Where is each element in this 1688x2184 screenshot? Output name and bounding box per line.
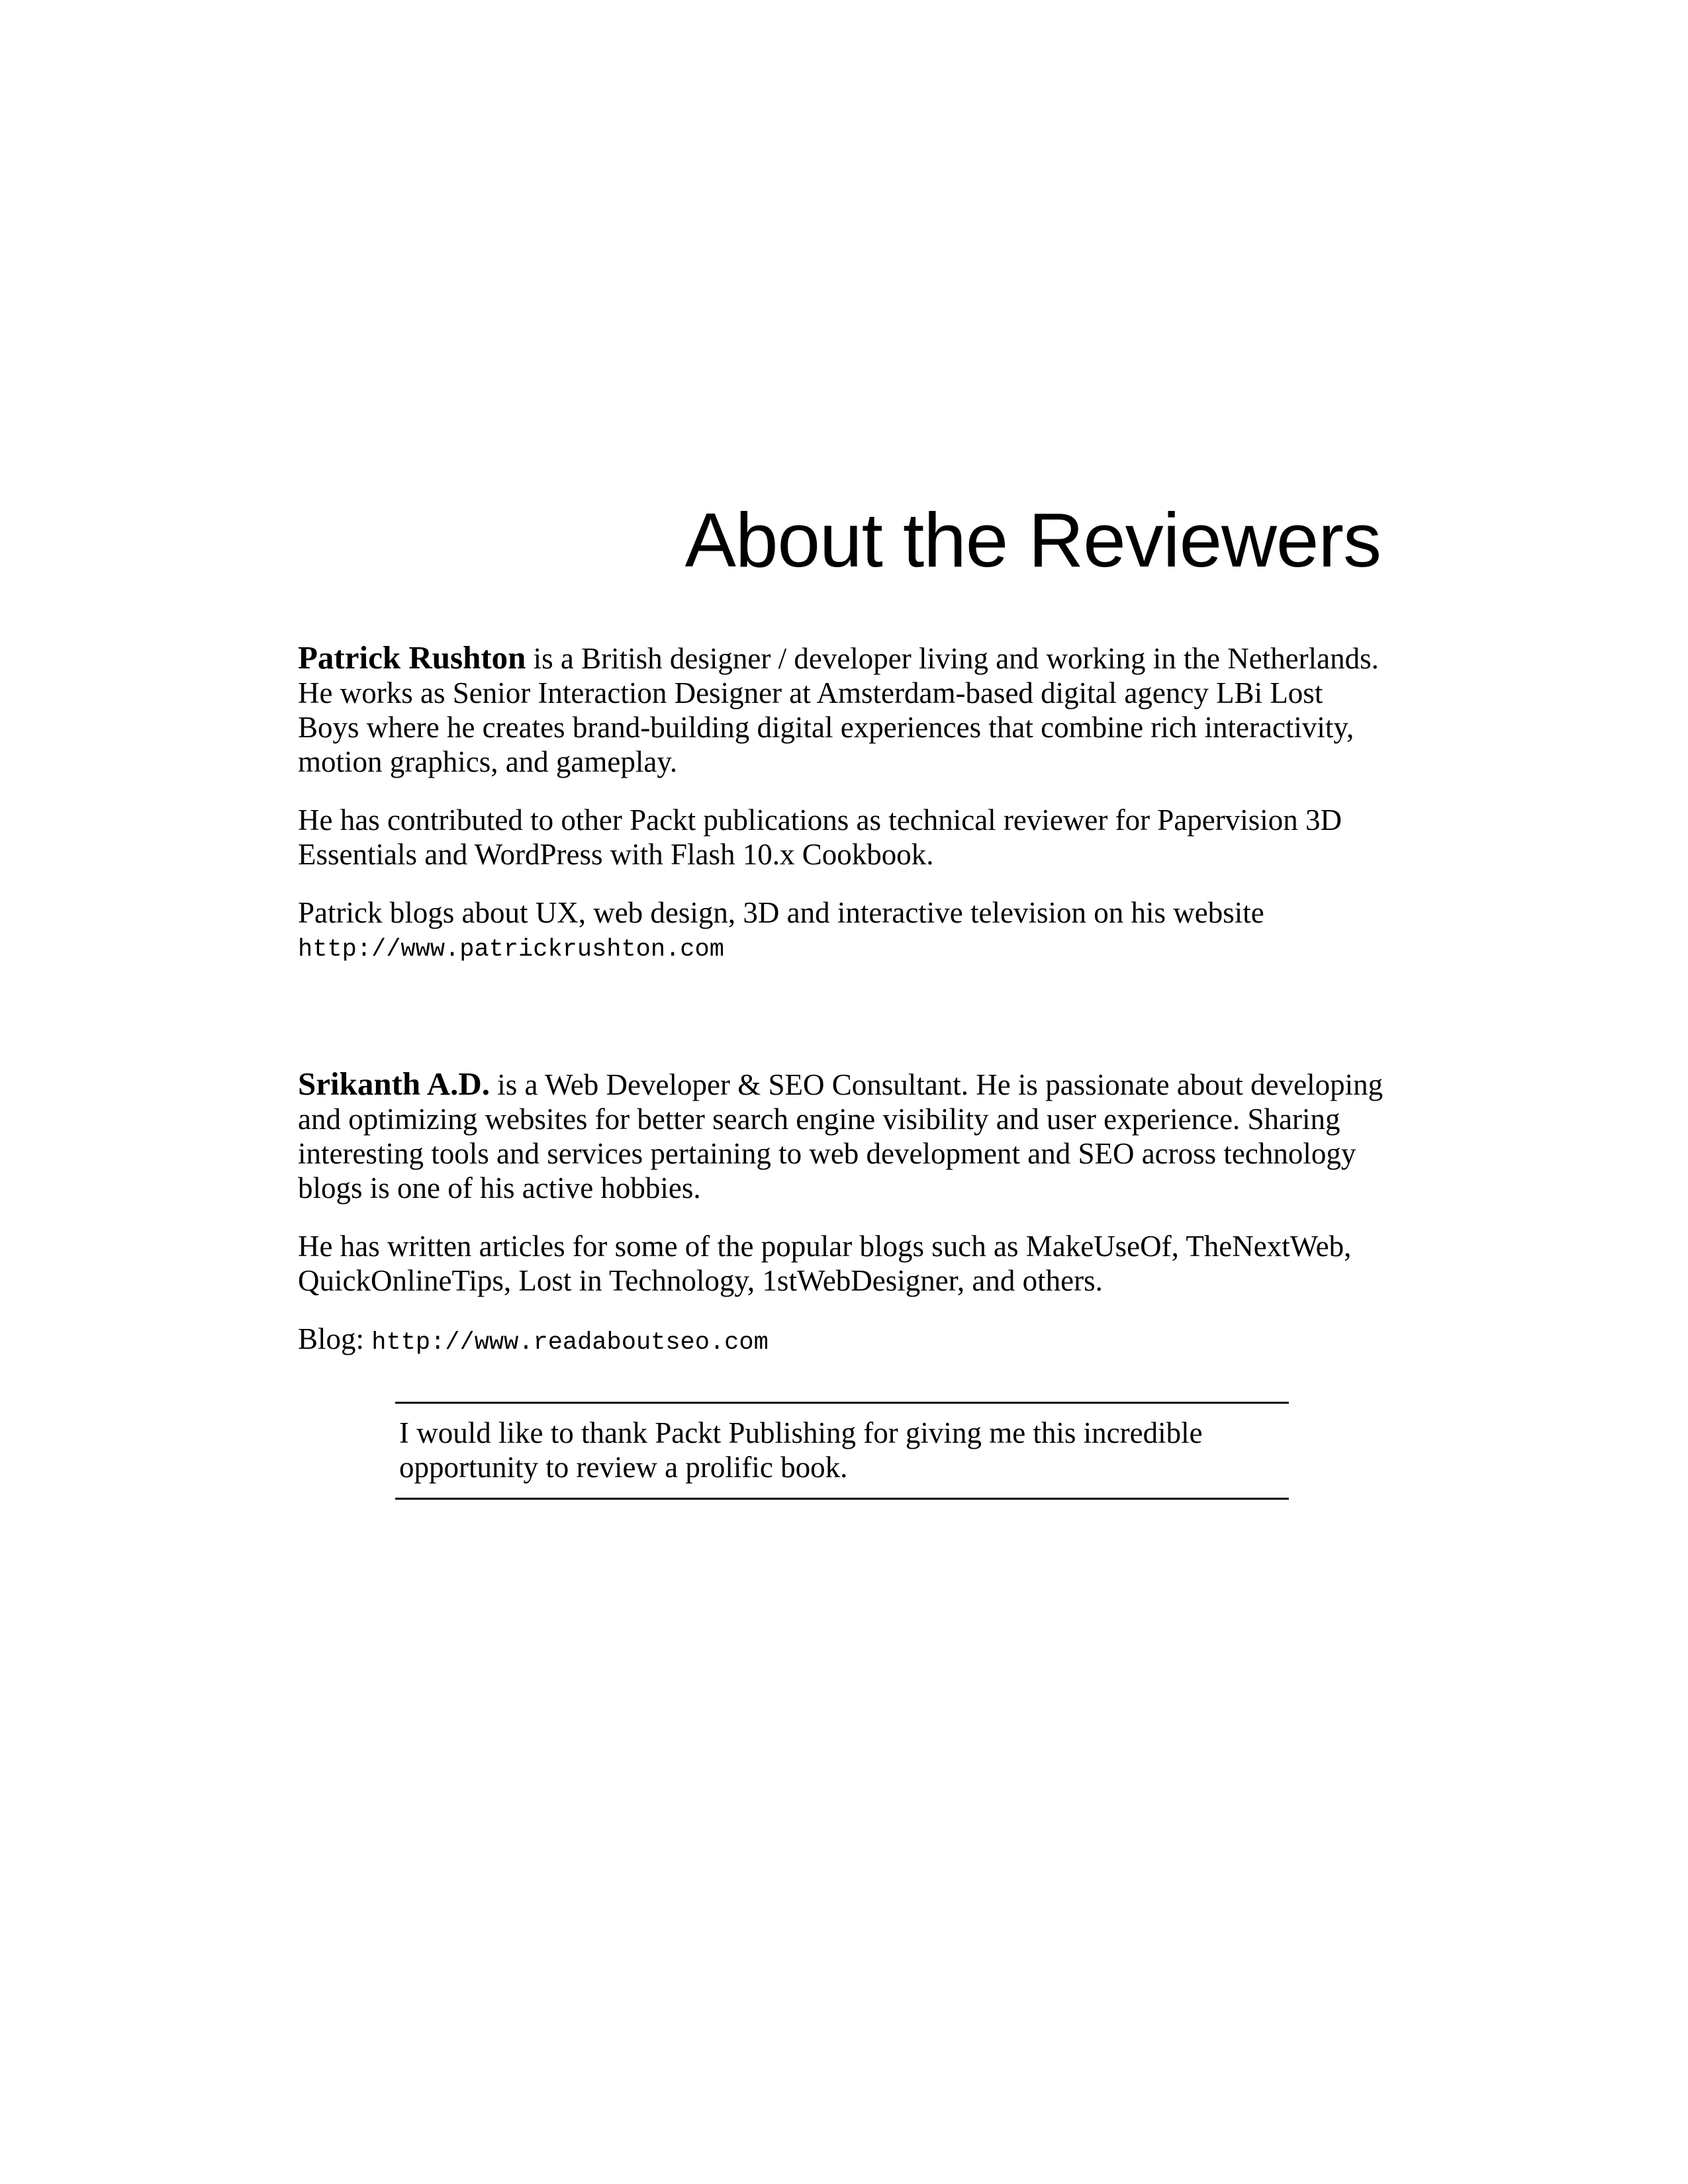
acknowledgement-box: [395, 1402, 1289, 1500]
reviewer-contributions: He has contributed to other Packt publications as technical reviewer for Papervision 3D Essentials and WordPress with Flash 10.x Cookbook.: [298, 803, 1342, 871]
reviewer-name: Patrick Rushton: [298, 639, 526, 676]
reviewer-bio: [298, 1067, 1383, 1205]
reviewer-bio: [298, 641, 1383, 779]
blog-url: http://www.readaboutseo.com: [371, 1329, 769, 1357]
reviewer-name: Srikanth A.D.: [298, 1066, 491, 1102]
reviewer-srikanth: [298, 1067, 1383, 1384]
page-title: About the Reviewers: [684, 496, 1381, 583]
reviewer-blog: [298, 895, 1383, 970]
reviewer-bio-text: is a British designer / developer living and working in the Netherlands. He works as Senior Interaction Designer at Amsterdam-based digital agency LBi Lost Boys where he creates brand-building digital experiences that combine rich interactivity, motion graphics, and gameplay.: [298, 642, 1379, 778]
reviewer-articles: He has written articles for some of the popular blogs such as MakeUseOf, TheNextWeb, QuickOnlineTips, Lost in Technology, 1stWebDesigner, and others.: [298, 1230, 1352, 1297]
reviewer-patrick-rushton: [298, 641, 1383, 993]
reviewer-bio-text: is a Web Developer & SEO Consultant. He is passionate about developing and optimizing websites for better search engine visibility and user experience. Sharing interesting tools and services pertaining to web development and SEO across technology blogs is one of his active hobbies.: [298, 1068, 1383, 1205]
reviewer-blog: [298, 1322, 1383, 1360]
acknowledgement-text: I would like to thank Packt Publishing for giving me this incredible opportunity to review a prolific book.: [399, 1416, 1203, 1484]
reviewer-blog-text: Patrick blogs about UX, web design, 3D and interactive television on his website: [298, 896, 1264, 929]
blog-label: Blog:: [298, 1322, 372, 1355]
website-url: http://www.patrickrushton.com: [298, 936, 724, 964]
